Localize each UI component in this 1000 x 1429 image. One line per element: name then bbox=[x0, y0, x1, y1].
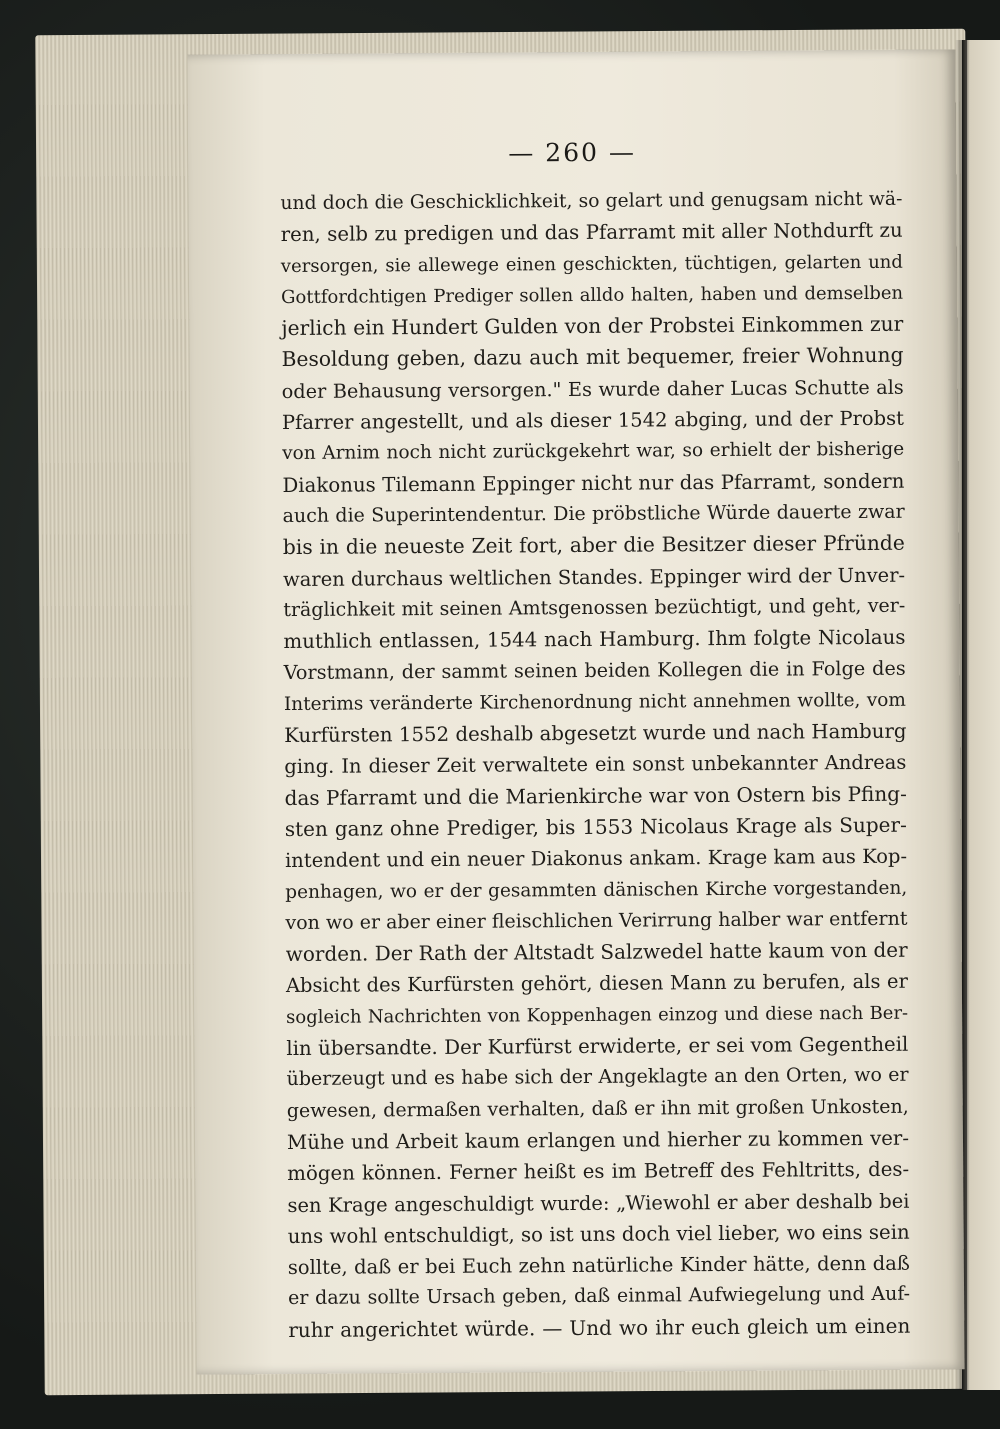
text-line: Besoldung geben, dazu auch mit bequemer, freier Wohnung bbox=[281, 343, 904, 372]
body-text bbox=[280, 184, 910, 1346]
text-line: von Arnim noch nicht zurückgekehrt war, so erhielt der bisherige bbox=[282, 439, 905, 465]
text-line: Absicht des Kurfürsten gehört, diesen Mann zu berufen, als er bbox=[285, 970, 908, 998]
text-line: sten ganz ohne Prediger, bis 1553 Nicolaus Krage als Super- bbox=[284, 812, 907, 841]
text-line: uns wohl entschuldigt, so ist uns doch viel lieber, wo eins sein bbox=[287, 1220, 910, 1248]
text-line: muthlich entlassen, 1544 nach Hamburg. Ihm folgte Nicolaus bbox=[283, 625, 906, 654]
text-line: Pfarrer angestellt, und als dieser 1542 abging, und der Probst bbox=[281, 406, 905, 435]
text-line: auch die Superintendentur. Die pröbstliche Würde dauerte zwar bbox=[282, 500, 905, 528]
text-line: jerlich ein Hundert Gulden von der Probstei Einkommen zur bbox=[281, 311, 904, 341]
text-line: er dazu sollte Ursach geben, daß einmal Aufwiegelung und Auf- bbox=[288, 1283, 911, 1310]
text-line: Mühe und Arbeit kaum erlangen und hierher zu kommen ver- bbox=[286, 1126, 910, 1154]
text-line: Diakonus Tilemann Eppinger nicht nur das Pfarramt, sondern bbox=[282, 469, 905, 497]
book-page bbox=[187, 49, 964, 1374]
text-line: das Pfarramt und die Marienkirche war von Ostern bis Pfing- bbox=[284, 781, 907, 810]
text-line: träglichkeit mit seinen Amtsgenossen bezüchtigt, und geht, ver- bbox=[283, 594, 906, 621]
facing-page-edge bbox=[962, 40, 1000, 1390]
text-line: penhagen, wo er der gesammten dänischen Kirche vorgestanden, bbox=[285, 877, 908, 903]
text-line: gewesen, dermaßen verhalten, daß er ihn mit großen Unkosten, bbox=[286, 1095, 909, 1122]
text-line: worden. Der Rath der Altstadt Salzwedel hatte kaum von der bbox=[285, 937, 908, 967]
text-line: versorgen, sie allewege einen geschickten, tüchtigen, gelarten und bbox=[280, 251, 903, 277]
text-line: und doch die Geschicklichkeit, so gelart und genugsam nicht wä- bbox=[280, 188, 903, 215]
page-number: — 260 — bbox=[508, 137, 637, 168]
text-line: Vorstmann, der sammt seinen beiden Kollegen die in Folge des bbox=[283, 657, 906, 685]
text-line: ruhr angerichtet würde. — Und wo ihr euch gleich um einen bbox=[288, 1313, 911, 1342]
text-line: oder Behausung versorgen." Es wurde daher Lucas Schutte als bbox=[281, 375, 904, 403]
text-line: Interims veränderte Kirchenordnung nicht annehmen wollte, vom bbox=[283, 689, 906, 715]
text-line: ging. In dieser Zeit verwaltete ein sonst unbekannter Andreas bbox=[284, 751, 907, 779]
text-line: sollte, daß er bei Euch zehn natürliche Kinder hätte, denn daß bbox=[287, 1251, 910, 1280]
text-line: sen Krage angeschuldigt wurde: „Wiewohl er aber deshalb bei bbox=[287, 1189, 910, 1217]
text-line: mögen können. Ferner heißt es im Betreff des Fehltritts, des- bbox=[287, 1157, 910, 1186]
text-line: Gottfordchtigen Prediger sollen alldo halten, haben und demselben bbox=[281, 282, 904, 308]
text-line: Kurfürsten 1552 deshalb abgesetzt wurde und nach Hamburg bbox=[284, 719, 907, 748]
text-line: überzeugt und es habe sich der Angeklagte an den Orten, wo er bbox=[286, 1064, 909, 1091]
text-line: ren, selb zu predigen und das Pfarramt mit aller Nothdurft zu bbox=[280, 219, 903, 247]
text-line: sogleich Nachrichten von Koppenhagen einzog und diese nach Ber- bbox=[286, 1002, 909, 1028]
text-line: bis in die neueste Zeit fort, aber die Besitzer dieser Pfründe bbox=[282, 530, 905, 560]
text-line: lin übersandte. Der Kurfürst erwiderte, er sei vom Gegentheil bbox=[286, 1032, 909, 1061]
text-line: intendent und ein neuer Diakonus ankam. Krage kam aus Kop- bbox=[284, 844, 908, 873]
text-line: waren durchaus weltlichen Standes. Eppinger wird der Unver- bbox=[282, 563, 906, 591]
text-line: von wo er aber einer fleischlichen Verirrung halber war entfernt bbox=[285, 907, 908, 934]
